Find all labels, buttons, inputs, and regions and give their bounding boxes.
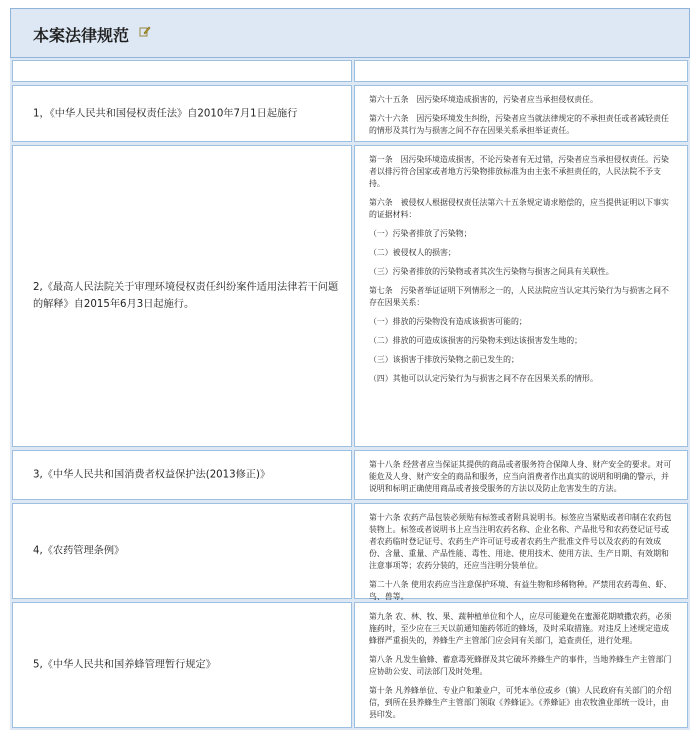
table-row-clauses: [354, 145, 688, 447]
table-row-law: [12, 85, 352, 142]
law-title: 1，《中华人民共和国侵权责任法》自2010年7月1日起施行: [33, 108, 298, 119]
clause: 第六十六条 因污染环境发生纠纷，污染者应当就法律规定的不承担责任或者减轻责任的情形及其行为与损害之间不存在因果关系承担举证责任。: [369, 114, 669, 135]
clause: 第一条 因污染环境造成损害，不论污染者有无过错，污染者应当承担侵权责任。污染者以排污符合国家或者地方污染物排放标准为由主张不承担责任的，人民法院不予支持。: [369, 155, 669, 188]
clause: 第六十五条 因污染环境造成损害的，污染者应当承担侵权责任。: [369, 95, 598, 104]
table-row-clauses: [354, 85, 688, 142]
table-header-left: [12, 60, 352, 82]
clause: （二）被侵权人的损害；: [369, 248, 456, 257]
law-title: 4,《农药管理条例》: [33, 545, 125, 557]
table-row-clauses: [354, 450, 688, 500]
clause-list: [355, 504, 687, 603]
law-table: [10, 58, 690, 730]
table-row-law: [12, 602, 352, 728]
clause: （四）其他可以认定污染行为与损害之间不存在因果关系的情形。: [369, 374, 598, 383]
law-title: 2,《最高人民法院关于审理环境侵权责任纠纷案件适用法律若干问题的解释》自2015年6月3日起施行。: [33, 282, 339, 310]
law-title: 5,《中华人民共和国养蜂管理暂行规定》: [33, 659, 216, 671]
clause: （一）污染者排放了污染物；: [369, 229, 472, 238]
table-header-right: [354, 60, 688, 82]
clause: 第六条 被侵权人根据侵权责任法第六十五条规定请求赔偿的，应当提供证明以下事实的证据材料：: [369, 198, 669, 219]
page-title-bar: [10, 8, 690, 58]
clause: （三）该损害于排放污染物之前已发生的；: [369, 355, 519, 364]
clause: 第二十八条 使用农药应当注意保护环境、有益生物和珍稀物种。严禁用农药毒鱼、虾、鸟、兽等。: [369, 580, 672, 601]
clause-list: [355, 451, 687, 495]
clause: 第七条 污染者举证证明下列情形之一的，人民法院应当认定其污染行为与损害之间不存在因果关系：: [369, 286, 669, 307]
clause-list: [355, 603, 687, 721]
clause: 第十六条 农药产品包装必须贴有标签或者附具说明书。标签应当紧贴或者印制在农药包装物上。标签或者说明书上应当注明农药名称、企业名称、产品批号和农药登记证号或者农药临时登记证号、农药生产许可证号或者农药生产批准文件号以及农药的有效成份、含量、重量、产品性能、毒性、用途、使用技术、使用方法、生产日期、有效期和注意事项等；农药分装的，还应当注明分装单位。: [369, 513, 672, 570]
law-title: 3,《中华人民共和国消费者权益保护法(2013修正)》: [33, 469, 271, 481]
clause: 第十八条 经营者应当保证其提供的商品或者服务符合保障人身、财产安全的要求。对可能危及人身、财产安全的商品和服务，应当向消费者作出真实的说明和明确的警示，并说明和标明正确使用商品或者接受服务的方法以及防止危害发生的方法。: [369, 460, 672, 493]
edit-icon: [139, 25, 151, 37]
clause: 第八条 凡发生偷蜂、蓄意毒死蜂群及其它破坏养蜂生产的事件，当地养蜂生产主管部门应协助公安、司法部门及时处理。: [369, 655, 672, 676]
table-row-law: [12, 145, 352, 447]
clause: 第十条 凡养蜂单位、专业户和兼业户，可凭本单位或乡（镇）人民政府有关部门的介绍信，到所在县养蜂生产主管部门领取《养蜂证》。《养蜂证》由农牧渔业部统一设计，由县印发。: [369, 686, 672, 719]
clause: 第九条 农、林、牧、果、蔬种植单位和个人，应尽可能避免在蜜源花期喷撒农药，必须施药时，至少应在三天以前通知施药邻近的蜂场，及时采取措施。对违反上述规定造成蜂群严重损失的，养蜂生产主管部门应会同有关部门，追查责任，进行处理。: [369, 612, 672, 645]
table-row-law: [12, 450, 352, 500]
clause: （二）排放的可造成该损害的污染物未到达该损害发生地的；: [369, 336, 583, 345]
table-row-clauses: [354, 602, 688, 728]
table-row-clauses: [354, 503, 688, 599]
clause: （一）排放的污染物没有造成该损害可能的；: [369, 317, 527, 326]
clause: （三）污染者排放的污染物或者其次生污染物与损害之间具有关联性。: [369, 267, 614, 276]
clause-list: [355, 146, 687, 385]
clause-list: [355, 86, 687, 137]
table-row-law: [12, 503, 352, 599]
page-title: 本案法律规范: [33, 26, 130, 45]
